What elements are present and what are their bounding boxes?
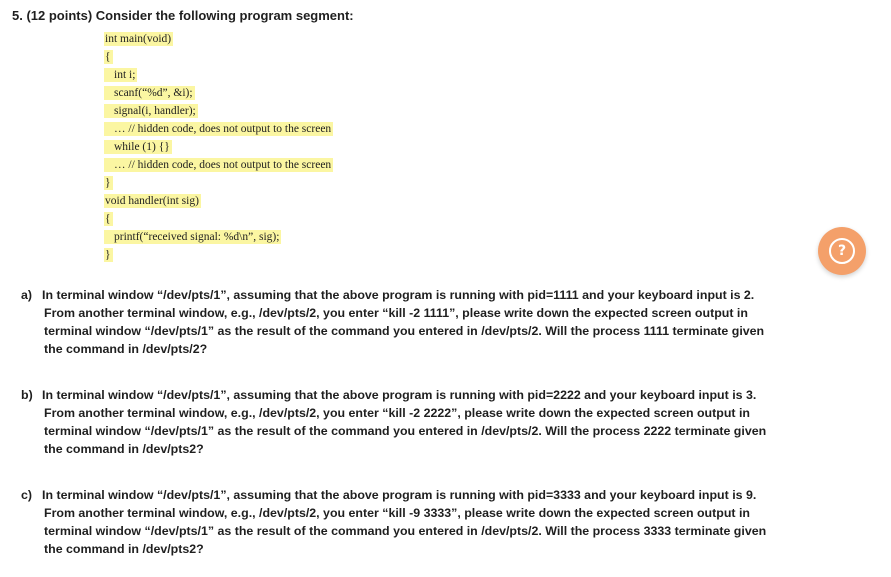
part-line: terminal window “/dev/pts/1” as the result of the command you entered in /dev/pts/2. Will the process 3333 terminate given: [44, 524, 767, 538]
question-part-c: [21, 486, 871, 558]
part-line: the command in /dev/pts/2?: [44, 342, 208, 356]
code-line: }: [105, 177, 111, 189]
part-line: b) In terminal window “/dev/pts/1”, assuming that the above program is running with pid=2222 and your keyboard input is 3.: [21, 388, 757, 402]
question-part-a: [21, 286, 871, 358]
code-line: … // hidden code, does not output to the screen: [104, 120, 333, 138]
part-line: a) In terminal window “/dev/pts/1”, assuming that the above program is running with pid=1111 and your keyboard input is 2.: [21, 288, 755, 302]
code-line: {: [105, 51, 111, 63]
part-line: the command in /dev/pts2?: [44, 542, 204, 556]
question-part-b: [21, 386, 871, 458]
part-label: a): [21, 288, 33, 302]
code-line: int i;: [104, 66, 333, 84]
code-line: … // hidden code, does not output to the screen: [104, 156, 333, 174]
code-line: }: [105, 249, 111, 261]
part-line: From another terminal window, e.g., /dev/pts/2, you enter “kill -2 2222”, please write down the expected screen output in: [44, 406, 750, 420]
code-line: int main(void): [105, 33, 172, 45]
code-block: [104, 30, 333, 264]
part-line: terminal window “/dev/pts/1” as the result of the command you entered in /dev/pts/2. Will the process 1111 terminate given: [44, 324, 765, 338]
code-line: void handler(int sig): [105, 195, 199, 207]
part-line: the command in /dev/pts2?: [44, 442, 204, 456]
part-label: c): [21, 488, 33, 502]
code-line: printf(“received signal: %d\n”, sig);: [104, 228, 333, 246]
part-line: c) In terminal window “/dev/pts/1”, assuming that the above program is running with pid=3333 and your keyboard input is 9.: [21, 488, 757, 502]
code-line: scanf(“%d”, &i);: [104, 84, 333, 102]
help-button[interactable]: [818, 227, 866, 275]
part-line: From another terminal window, e.g., /dev/pts/2, you enter “kill -2 1111”, please write down the expected screen output in: [44, 306, 748, 320]
code-line: {: [105, 213, 111, 225]
part-line: terminal window “/dev/pts/1” as the result of the command you entered in /dev/pts/2. Will the process 2222 terminate given: [44, 424, 767, 438]
part-label: b): [21, 388, 33, 402]
code-line: signal(i, handler);: [104, 102, 333, 120]
code-line: while (1) {}: [104, 138, 333, 156]
question-title: 5. (12 points) Consider the following program segment:: [12, 8, 354, 23]
question-mark-icon: ?: [829, 238, 855, 264]
part-line: From another terminal window, e.g., /dev/pts/2, you enter “kill -9 3333”, please write down the expected screen output in: [44, 506, 750, 520]
